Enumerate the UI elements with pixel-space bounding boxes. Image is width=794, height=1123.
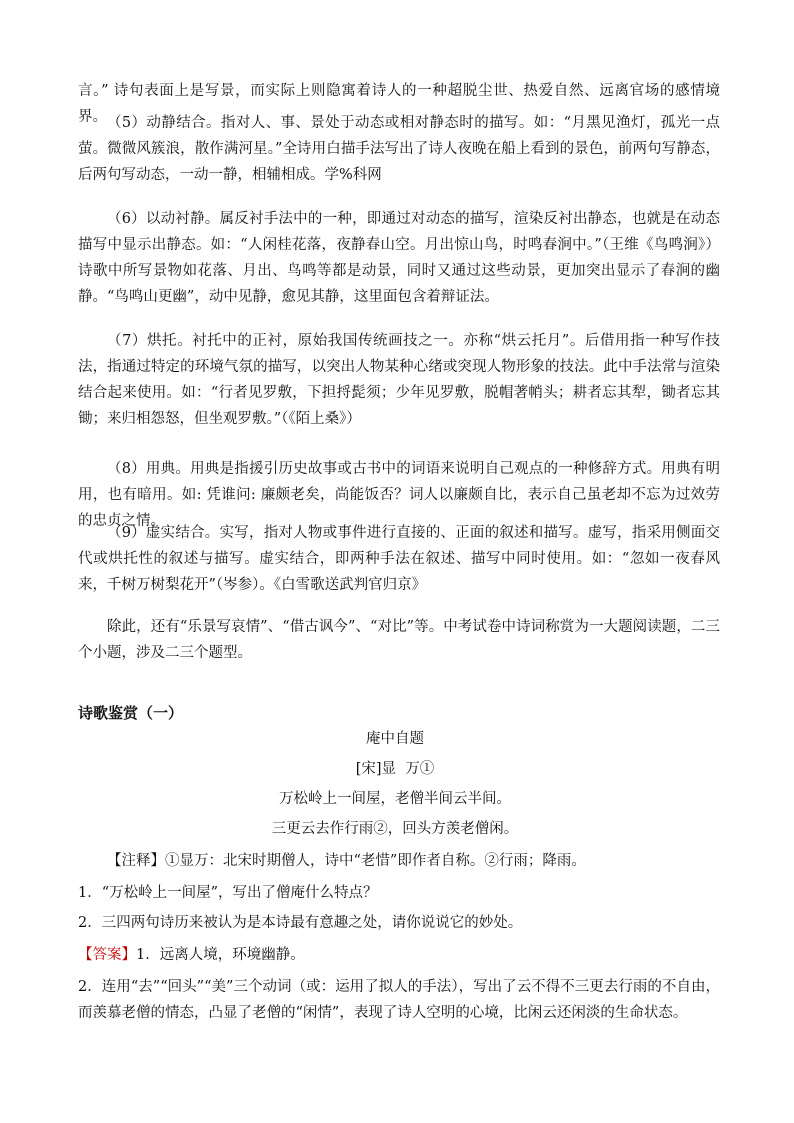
answer-1-text: 1．远离人境，环境幽静。 [136,947,305,963]
summary-paragraph: 除此，还有“乐景写哀情”、“借古讽今”、“对比”等。中考试卷中诗词称赏为一大题阅读题，二三个小题，涉及二三个题型。 [78,619,720,661]
poem-line-1: 万松岭上一间屋，老僧半间云半间。 [279,791,511,807]
poem-author: [宋]显 万① [355,761,435,777]
intro-tail-paragraph: 言。” 诗句表面上是写景，而实际上则隐寓着诗人的一种超脱尘世、热爱自然、远离官场的感情境界。 [78,83,720,125]
note-tag: 【注释】 [107,853,165,869]
item-5-paragraph: （5）动静结合。指对人、事、景处于动态或相对静态时的描写。如：“月黑见渔灯，孤光一点萤。微微风簇浪，散作满河星。”全诗用白描手法写出了诗人夜晚在船上看到的景色，前两句写静态，后两句写动态，一动一静，相辅相成。学%科网 [78,115,720,183]
answer-2-paragraph: 2．连用“去”“回头”“美”三个动词（或：运用了拟人的手法），写出了云不得不三更去行雨的不自由，而羡慕老僧的情态，凸显了老僧的“闲情”，表现了诗人空明的心境，比闲云还闲淡的生命状态。 [78,979,720,1021]
section-title: 诗歌鉴赏（一） [78,704,184,722]
answer-tag: 【答案】 [78,947,136,963]
note-text: ①显万：北宋时期僧人，诗中“老惜”即作者自称。②行雨；降雨。 [165,853,586,869]
item-8-paragraph: （8）用典。用典是指援引历史故事或古书中的词语来说明自己观点的一种修辞方式。用典有明用，也有暗用。如: 凭谁问: 廉颇老矣，尚能饭否？词人以廉颇自比，表示自己虽老却不忘为过效劳的忠贞之情。 [78,461,720,529]
poem-title: 庵中自题 [366,731,424,747]
item-7-paragraph: （7）烘托。衬托中的正衬，原始我国传统画技之一。亦称“烘云托月”。后借用指一种写作技法，指通过特定的环境气氛的描写，以突出人物某种心绪或突现人物形象的技法。此中手法常与渲染结合起来使用。如：“行者见罗敷，下担捋髭须；少年见罗敷，脱帽著帩头；耕者忘其犁，锄者忘其锄；来归相怨怒，但坐观罗敷。”（《陌上桑》） [78,333,720,427]
note-paragraph [78,848,720,874]
question-1: 1．“万松岭上一间屋”，写出了僧庵什么特点？ [78,885,378,901]
item-9-paragraph: （9）虚实结合。实写，指对人物或事件进行直接的、正面的叙述和描写。虚写，指采用侧面交代或烘托性的叙述与描写。虚实结合，即两种手法在叙述、描写中同时使用。如：“忽如一夜春风来，千树万树梨花开”（岑参）。《白雪歌送武判官归京》 [78,525,720,593]
question-2: 2．三四两句诗历来被认为是本诗最有意趣之处，请你说说它的妙处。 [78,915,523,931]
answer-1-paragraph [78,942,720,968]
poem-line-2: 三更云去作行雨②，回头方羡老僧闲。 [271,821,519,837]
item-6-paragraph: （6）以动衬静。属反衬手法中的一种，即通过对动态的描写，渲染反衬出静态，也就是在动态描写中显示出静态。如：“人闲桂花落，夜静春山空。月出惊山鸟，时鸣春涧中。”（王维《鸟鸣涧》） 诗歌中所写景物如花落、月出、鸟鸣等都是动景，同时又通过这些动景，更加突出显示了春涧的幽静。“鸟鸣山更幽”，动中见静，愈见其静，这里面包含着辩证法。 [78,211,725,305]
